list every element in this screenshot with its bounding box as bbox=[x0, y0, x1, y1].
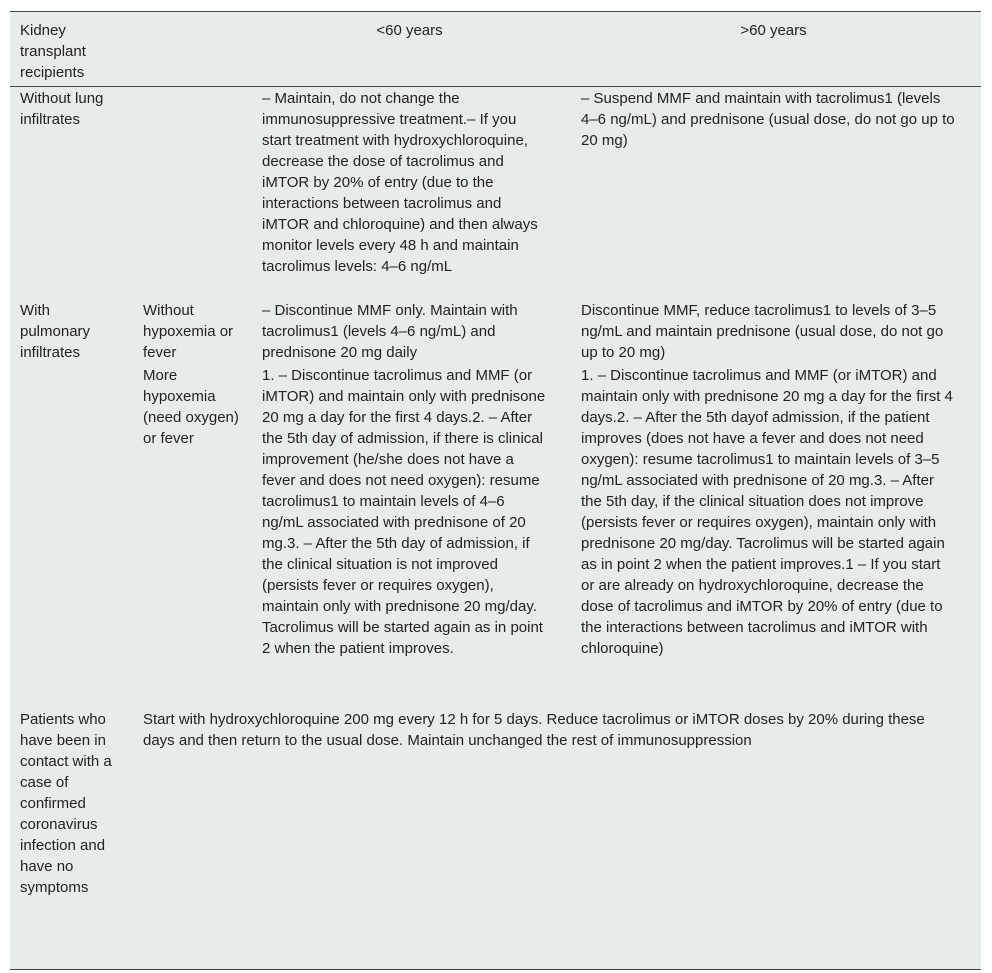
table-row bbox=[10, 298, 981, 363]
cell-under-60: – Discontinue MMF only. Maintain with tacrolimus1 (levels 4–6 ng/mL) and prednisone 20 mg daily bbox=[262, 302, 518, 361]
cell-all-ages: Start with hydroxychloroquine 200 mg every 12 h for 5 days. Reduce tacrolimus or iMTOR doses by 20% during these days and then return to the usual dose. Maintain unchanged the rest of immunosuppression bbox=[143, 711, 925, 749]
row-group-label: Without lung infiltrates bbox=[20, 90, 104, 128]
table-row bbox=[10, 87, 981, 298]
cell-over-60: Discontinue MMF, reduce tacrolimus1 to levels of 3–5 ng/mL and maintain prednisone (usual dose, do not go up to 20 mg) bbox=[581, 302, 944, 361]
immunosuppression-table bbox=[10, 11, 981, 970]
header-recipients: Kidney transplant recipients bbox=[20, 22, 86, 81]
header-under-60: <60 years bbox=[376, 22, 443, 39]
cell-over-60: 1. – Discontinue tacrolimus and MMF (or iMTOR) and maintain only with prednisone 20 mg a day for the first 4 days.2. – After the 5th dayof admission, if the patient improves (does not have a fever and does not need oxygen): resume tacrolimus1 to maintain levels of 3–5 ng/mL associated with prednisone of 20 mg.3. – After the 5th day, if the clinical situation does not improve (persists fever or requires oxygen), maintain only with prednisone 20 mg/day. Tacrolimus will be started again as in point 2 when the patient improves.1 – If you start or are already on hydroxychloroquine, decrease the dose of tacrolimus and iMTOR by 20% of entry (due to the interactions between tacrolimus and iMTOR with chloroquine) bbox=[581, 367, 953, 657]
table-header-row bbox=[10, 12, 981, 87]
row-group-label: Patients who have been in contact with a case of confirmed coronavirus infection and have no symptoms bbox=[20, 711, 112, 896]
row-subgroup-label: Without hypoxemia or fever bbox=[143, 302, 234, 361]
table-row bbox=[10, 363, 981, 707]
cell-under-60: 1. – Discontinue tacrolimus and MMF (or iMTOR) and maintain only with prednisone 20 mg a day for the first 4 days.2. – After the 5th day of admission, if there is clinical improvement (he/she does not have a fever and does not need oxygen): resume tacrolimus1 to maintain levels of 4–6 ng/mL associated with prednisone of 20 mg.3. – After the 5th day of admission, if the clinical situation is not improved (persists fever or requires oxygen), maintain only with prednisone 20 mg/day. Tacrolimus will be started again as in point 2 when the patient improves. bbox=[262, 367, 546, 657]
cell-over-60: – Suspend MMF and maintain with tacrolimus1 (levels 4–6 ng/mL) and prednisone (usual dose, do not go up to 20 mg) bbox=[581, 90, 955, 149]
header-over-60: >60 years bbox=[740, 22, 807, 39]
cell-under-60: – Maintain, do not change the immunosuppressive treatment.– If you start treatment with hydroxychloroquine, decrease the dose of tacrolimus and iMTOR by 20% of entry (due to the interactions between tacrolimus and iMTOR and chloroquine) and then always monitor levels every 48 h and maintain tacrolimus levels: 4–6 ng/mL bbox=[262, 90, 538, 275]
row-subgroup-label: More hypoxemia (need oxygen) or fever bbox=[143, 367, 239, 447]
row-group-label: With pulmonary infiltrates bbox=[20, 302, 91, 361]
table-row bbox=[10, 707, 981, 969]
